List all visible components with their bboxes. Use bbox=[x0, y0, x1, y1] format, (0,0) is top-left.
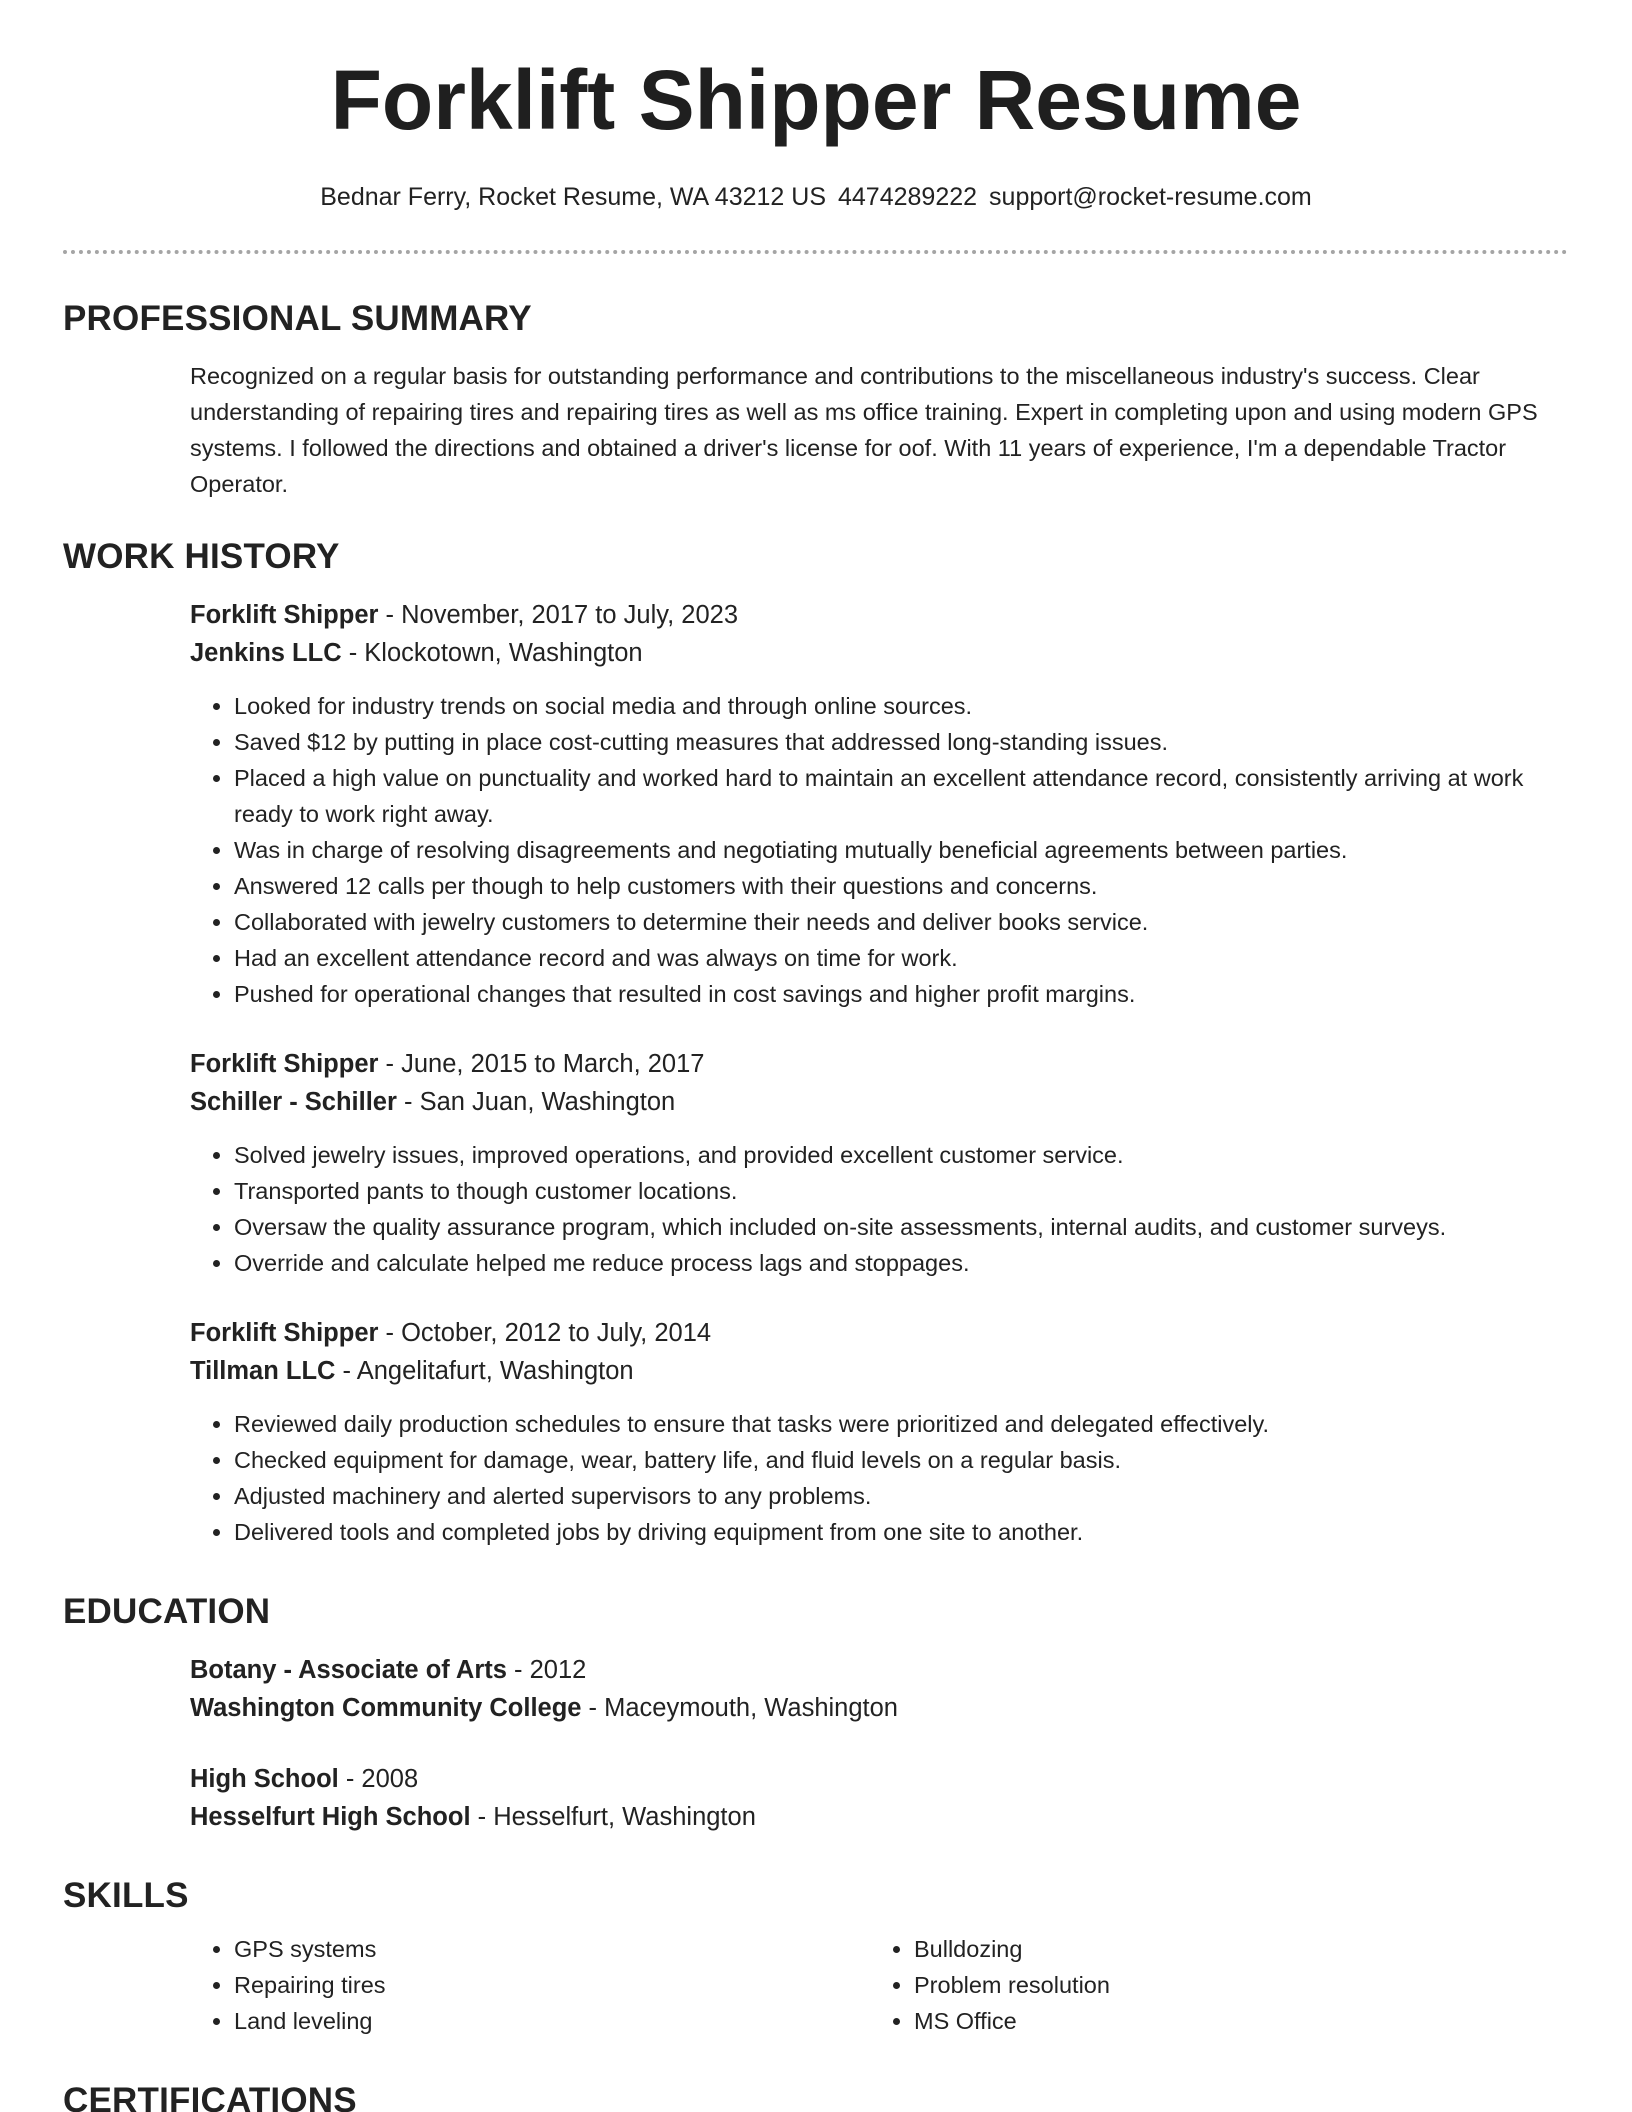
list-item: • Adjusted machinery and alerted supervisors to any problems. bbox=[234, 1478, 1568, 1514]
contact-address: Bednar Ferry, Rocket Resume, WA 43212 US bbox=[320, 183, 826, 211]
certifications-heading: CERTIFICATIONS bbox=[63, 2081, 357, 2112]
skills-grid bbox=[190, 1931, 1568, 2039]
contact-line bbox=[0, 181, 1632, 214]
certifications-section bbox=[63, 2080, 1568, 2112]
list-item: • Placed a high value on punctuality and worked hard to maintain an excellent attendance record, consistently arriving at work ready to work right away. bbox=[234, 760, 1568, 832]
job-role: Forklift Shipper bbox=[190, 1319, 379, 1347]
job-title-line bbox=[190, 596, 1568, 634]
resume-title: Forklift Shipper Resume bbox=[330, 53, 1302, 147]
list-item: • Looked for industry trends on social media and through online sources. bbox=[234, 688, 1568, 724]
job-bullets bbox=[234, 688, 1568, 1012]
skills-list-left bbox=[234, 1931, 870, 2039]
list-item: • Pushed for operational changes that resulted in cost savings and higher profit margins. bbox=[234, 976, 1568, 1012]
job-entry bbox=[190, 1314, 1568, 1550]
list-item: • MS Office bbox=[914, 2003, 1550, 2039]
job-entry bbox=[190, 1045, 1568, 1281]
list-item: • Oversaw the quality assurance program, which included on-site assessments, internal audits, and customer surveys. bbox=[234, 1209, 1568, 1245]
list-item: • Had an excellent attendance record and was always on time for work. bbox=[234, 940, 1568, 976]
list-item: • Land leveling bbox=[234, 2003, 870, 2039]
list-item: • Saved $12 by putting in place cost-cutting measures that addressed long-standing issues. bbox=[234, 724, 1568, 760]
education-degree-line bbox=[190, 1760, 1568, 1798]
summary-section bbox=[63, 298, 1568, 502]
list-item: • Solved jewelry issues, improved operations, and provided excellent customer service. bbox=[234, 1137, 1568, 1173]
list-item: • Transported pants to though customer locations. bbox=[234, 1173, 1568, 1209]
education-section bbox=[63, 1591, 1568, 1836]
summary-text: Recognized on a regular basis for outstanding performance and contributions to the miscellaneous industry's success. Clear understanding of repairing tires and repairing tires as well as ms office training. Expert in completing upon and using modern GPS systems. I followed the directions and obtained a driver's license for oof. With 11 years of experience, I'm a dependable Tractor Operator. bbox=[190, 363, 1538, 497]
job-dates: - November, 2017 to July, 2023 bbox=[378, 601, 739, 629]
education-degree-line bbox=[190, 1651, 1568, 1689]
education-entry bbox=[190, 1760, 1568, 1836]
education-year: - 2012 bbox=[506, 1656, 587, 1684]
job-role: Forklift Shipper bbox=[190, 601, 379, 629]
education-school-line bbox=[190, 1689, 1568, 1727]
education-location: - Maceymouth, Washington bbox=[581, 1694, 898, 1722]
job-company-line bbox=[190, 1083, 1568, 1121]
list-item: • GPS systems bbox=[234, 1931, 870, 1967]
job-company: Jenkins LLC bbox=[190, 639, 342, 667]
list-item: • Problem resolution bbox=[914, 1967, 1550, 2003]
list-item: • Bulldozing bbox=[914, 1931, 1550, 1967]
education-location: - Hesselfurt, Washington bbox=[470, 1803, 756, 1831]
job-company: Tillman LLC bbox=[190, 1357, 336, 1385]
job-entry bbox=[190, 596, 1568, 1012]
education-school-line bbox=[190, 1798, 1568, 1836]
job-role: Forklift Shipper bbox=[190, 1050, 379, 1078]
job-company: Schiller - Schiller bbox=[190, 1088, 397, 1116]
job-bullets bbox=[234, 1137, 1568, 1281]
job-company-line bbox=[190, 1352, 1568, 1390]
list-item: • Collaborated with jewelry customers to determine their needs and deliver books service. bbox=[234, 904, 1568, 940]
job-location: - San Juan, Washington bbox=[396, 1088, 676, 1116]
education-degree: High School bbox=[190, 1765, 339, 1793]
skills-section bbox=[63, 1875, 1568, 2039]
job-dates: - June, 2015 to March, 2017 bbox=[378, 1050, 705, 1078]
job-dates: - October, 2012 to July, 2014 bbox=[378, 1319, 712, 1347]
list-item: • Repairing tires bbox=[234, 1967, 870, 2003]
education-school: Hesselfurt High School bbox=[190, 1803, 471, 1831]
job-location: - Klockotown, Washington bbox=[341, 639, 643, 667]
job-location: - Angelitafurt, Washington bbox=[335, 1357, 634, 1385]
list-item: • Answered 12 calls per though to help customers with their questions and concerns. bbox=[234, 868, 1568, 904]
work-history-section bbox=[63, 536, 1568, 1550]
list-item: • Checked equipment for damage, wear, battery life, and fluid levels on a regular basis. bbox=[234, 1442, 1568, 1478]
education-entry bbox=[190, 1651, 1568, 1727]
skills-list-right bbox=[914, 1931, 1550, 2039]
list-item: • Delivered tools and completed jobs by driving equipment from one site to another. bbox=[234, 1514, 1568, 1550]
job-company-line bbox=[190, 634, 1568, 672]
education-school: Washington Community College bbox=[190, 1694, 582, 1722]
job-title-line bbox=[190, 1314, 1568, 1352]
contact-phone: 4474289222 bbox=[838, 183, 978, 211]
skills-heading: SKILLS bbox=[63, 1876, 189, 1915]
job-title-line bbox=[190, 1045, 1568, 1083]
work-history-heading: WORK HISTORY bbox=[63, 537, 340, 576]
education-heading: EDUCATION bbox=[63, 1592, 271, 1631]
education-degree: Botany - Associate of Arts bbox=[190, 1656, 507, 1684]
education-year: - 2008 bbox=[338, 1765, 419, 1793]
job-bullets bbox=[234, 1406, 1568, 1550]
list-item: • Override and calculate helped me reduce process lags and stoppages. bbox=[234, 1245, 1568, 1281]
header-divider bbox=[63, 250, 1568, 254]
list-item: • Was in charge of resolving disagreements and negotiating mutually beneficial agreements between parties. bbox=[234, 832, 1568, 868]
summary-heading: PROFESSIONAL SUMMARY bbox=[63, 299, 532, 338]
list-item: • Reviewed daily production schedules to ensure that tasks were prioritized and delegated effectively. bbox=[234, 1406, 1568, 1442]
contact-email: support@rocket-resume.com bbox=[989, 183, 1312, 211]
